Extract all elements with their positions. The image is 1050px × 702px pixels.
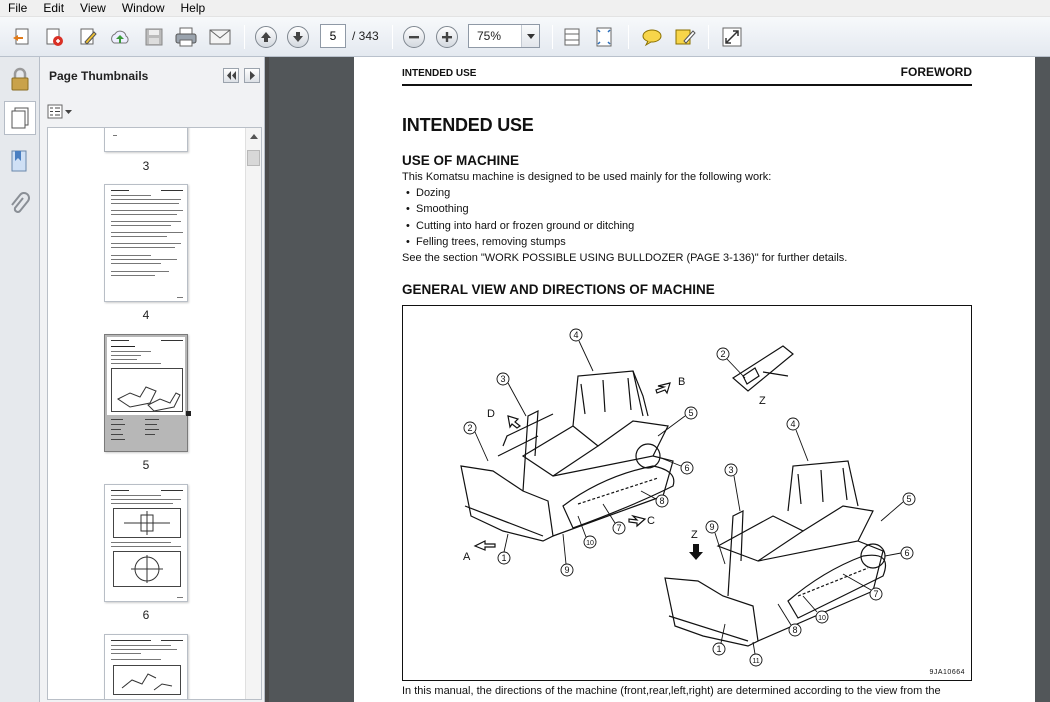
list-item: • Felling trees, removing stumps [406, 236, 566, 248]
fullscreen-icon[interactable] [718, 24, 746, 50]
section-heading: GENERAL VIEW AND DIRECTIONS OF MACHINE [402, 282, 715, 297]
callout-right-4: 4 [790, 419, 796, 429]
thumbnail-list[interactable] [47, 127, 262, 700]
callout-left-1: 1 [501, 553, 507, 563]
callout-right-8: 8 [792, 625, 798, 635]
lock-icon[interactable] [6, 65, 34, 93]
cloud-upload-icon[interactable] [106, 24, 134, 50]
direction-label-b: B [678, 376, 686, 388]
bulldozer-illustration [403, 306, 972, 681]
see-also-text: See the section "WORK POSSIBLE USING BULLDOZER (PAGE 3-136)" for further details. [402, 252, 848, 264]
navigation-pane [0, 57, 40, 702]
section-intro: This Komatsu machine is designed to be used mainly for the following work: [402, 171, 772, 183]
open-icon[interactable] [8, 24, 36, 50]
thumbnail-label: 3 [142, 159, 150, 173]
list-item: • Dozing [406, 187, 451, 199]
callout-right-7: 7 [873, 589, 879, 599]
direction-label-a: A [463, 551, 471, 563]
section-heading: USE OF MACHINE [402, 153, 520, 168]
previous-page-button[interactable] [252, 24, 280, 50]
figure-code: 9JA10664 [929, 669, 965, 676]
zoom-select[interactable] [468, 24, 540, 48]
page-title: INTENDED USE [402, 115, 534, 135]
callout-left-3: 3 [500, 374, 506, 384]
callout-left-6: 6 [684, 463, 690, 473]
email-icon[interactable] [206, 24, 234, 50]
next-page-button[interactable] [284, 24, 312, 50]
callout-detail-2: 2 [720, 349, 726, 359]
panel-title: Page Thumbnails [49, 69, 149, 83]
chevron-down-icon[interactable] [521, 25, 539, 47]
running-header-left: INTENDED USE [402, 68, 477, 79]
bookmark-icon[interactable] [6, 147, 34, 175]
expand-panel-button[interactable] [244, 68, 260, 83]
callout-right-3: 3 [728, 465, 734, 475]
thumbnails-panel [40, 57, 265, 702]
comment-icon[interactable] [638, 24, 666, 50]
document-viewer[interactable] [269, 57, 1050, 702]
zoom-out-button[interactable] [400, 24, 428, 50]
thumbnail-page-4[interactable] [104, 184, 188, 302]
collapse-panel-button[interactable] [223, 68, 239, 83]
edit-icon[interactable] [74, 24, 102, 50]
page-total: / 343 [352, 29, 379, 43]
callout-left-7: 7 [616, 523, 622, 533]
thumbnail-page-6[interactable] [104, 484, 188, 602]
thumbnail-page-3[interactable] [104, 127, 188, 152]
list-item: • Smoothing [406, 203, 469, 215]
scroll-mode-icon[interactable] [558, 24, 586, 50]
create-pdf-icon[interactable] [40, 24, 68, 50]
fit-page-icon[interactable] [590, 24, 618, 50]
thumbnail-label: 6 [142, 608, 150, 622]
options-menu-button[interactable] [47, 104, 73, 120]
save-icon[interactable] [140, 24, 168, 50]
callout-right-10: 10 [818, 615, 826, 622]
menu-bar [0, 0, 1050, 17]
menu-window[interactable]: Window [121, 0, 165, 15]
attachment-icon[interactable] [6, 191, 34, 219]
machine-figure [402, 305, 972, 681]
page-number-input[interactable]: 5 [320, 24, 346, 48]
callout-right-11: 11 [752, 658, 760, 665]
callout-right-6: 6 [904, 548, 910, 558]
detail-label-z: Z [759, 395, 766, 407]
callout-left-2: 2 [467, 423, 473, 433]
callout-left-4: 4 [573, 330, 579, 340]
menu-help[interactable]: Help [180, 0, 206, 15]
callout-left-10: 10 [586, 540, 594, 547]
scrollbar-thumb[interactable] [247, 150, 260, 166]
thumbnail-label: 5 [142, 458, 150, 472]
page-thumbnails-tab[interactable] [4, 101, 36, 135]
direction-label-d: D [487, 408, 495, 420]
menu-file[interactable]: File [8, 0, 28, 15]
header-divider [402, 84, 972, 86]
highlight-icon[interactable] [671, 24, 699, 50]
callout-right-9: 9 [709, 522, 715, 532]
callout-right-1: 1 [716, 644, 722, 654]
body-text: In this manual, the directions of the machine (front,rear,left,right) are determined according to the view from the [402, 685, 941, 697]
direction-label-c: C [647, 515, 655, 527]
direction-label-z: Z [691, 529, 698, 541]
list-item: • Cutting into hard or frozen ground or ditching [406, 220, 635, 232]
document-page [354, 57, 1035, 702]
running-header-right: FOREWORD [900, 65, 972, 79]
thumbnail-scrollbar[interactable] [245, 128, 261, 699]
callout-right-5: 5 [906, 494, 912, 504]
print-icon[interactable] [172, 24, 200, 50]
zoom-in-button[interactable] [433, 24, 461, 50]
menu-edit[interactable]: Edit [43, 0, 65, 15]
thumbnail-page-5[interactable] [104, 334, 188, 452]
menu-view[interactable]: View [80, 0, 106, 15]
pages-icon [5, 102, 35, 134]
thumbnail-label: 4 [142, 308, 150, 322]
thumbnail-page-7[interactable] [104, 634, 188, 700]
callout-left-9: 9 [564, 565, 570, 575]
zoom-value: 75% [477, 29, 502, 43]
callout-left-8: 8 [659, 496, 665, 506]
callout-left-5: 5 [688, 408, 694, 418]
